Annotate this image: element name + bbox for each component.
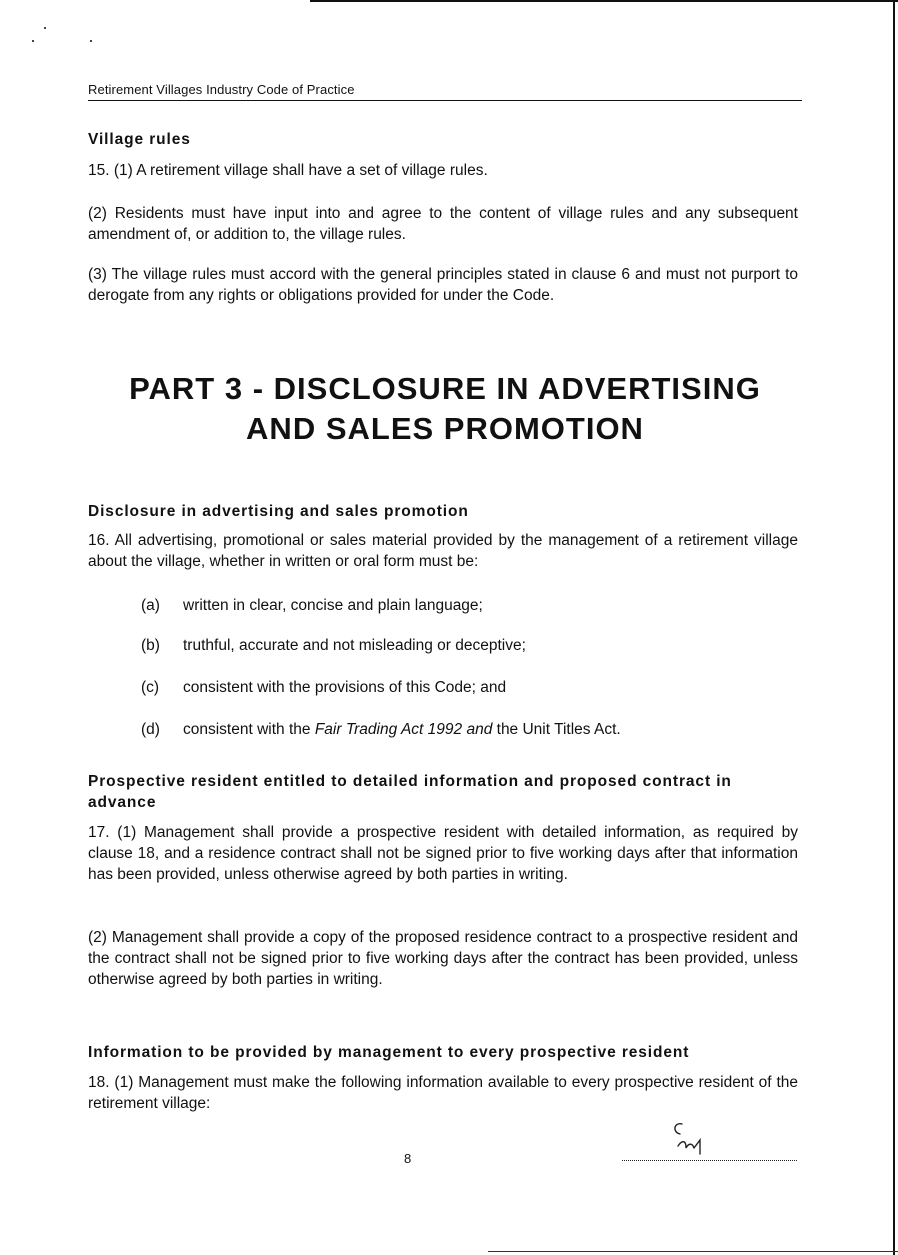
clause-16-intro: 16. All advertising, promotional or sales material provided by the management of a retirement village about the village, whether in written or oral form must be: bbox=[88, 532, 798, 570]
scan-edge-top bbox=[310, 0, 898, 2]
part-title bbox=[88, 369, 802, 449]
part-title-line-1: PART 3 - DISCLOSURE IN ADVERTISING bbox=[129, 371, 761, 406]
act-name-italic: Fair Trading Act 1992 and bbox=[314, 721, 493, 738]
list-item bbox=[141, 719, 801, 740]
list-item bbox=[141, 595, 801, 616]
list-item bbox=[141, 677, 801, 698]
list-item-label: (a) bbox=[141, 597, 160, 614]
clause-17-2: (2) Management shall provide a copy of the proposed residence contract to a prospective resident and the contract shall not be signed prior to five working days after the contract has been provided, unless otherwise agreed by both parties in writing. bbox=[88, 929, 798, 988]
list-item-label: (c) bbox=[141, 679, 160, 696]
list-item-label: (d) bbox=[141, 721, 160, 738]
list-item-text: written in clear, concise and plain language; bbox=[183, 597, 483, 614]
page-number: 8 bbox=[404, 1151, 412, 1166]
list-item-text bbox=[183, 721, 621, 738]
village-rules-heading: Village rules bbox=[88, 131, 191, 148]
clause-18-1: 18. (1) Management must make the following information available to every prospective resident of the retirement village: bbox=[88, 1074, 798, 1112]
list-item-text-start: consistent with the bbox=[183, 721, 315, 738]
signature-line bbox=[622, 1160, 797, 1161]
scan-speck bbox=[32, 40, 34, 42]
scan-speck bbox=[90, 40, 92, 42]
information-heading: Information to be provided by management to every prospective resident bbox=[88, 1044, 690, 1061]
scan-edge-right bbox=[893, 0, 895, 1255]
list-item-label: (b) bbox=[141, 637, 160, 654]
clause-15-1: 15. (1) A retirement village shall have a set of village rules. bbox=[88, 162, 488, 179]
disclosure-heading: Disclosure in advertising and sales promotion bbox=[88, 503, 469, 520]
clause-15-2: (2) Residents must have input into and agree to the content of village rules and any subsequent amendment of, or addition to, the village rules. bbox=[88, 205, 798, 243]
list-item-text: truthful, accurate and not misleading or deceptive; bbox=[183, 637, 526, 654]
prospective-resident-heading: Prospective resident entitled to detailed information and proposed contract in advance bbox=[88, 773, 732, 811]
scan-speck bbox=[44, 27, 46, 29]
header-rule bbox=[88, 100, 802, 101]
list-item bbox=[141, 635, 801, 656]
list-item-text: consistent with the provisions of this Code; and bbox=[183, 679, 507, 696]
scan-edge-bottom bbox=[488, 1251, 898, 1252]
clause-15-3: (3) The village rules must accord with the general principles stated in clause 6 and must not purport to derogate from any rights or obligations provided for under the Code. bbox=[88, 266, 798, 304]
part-title-line-2: AND SALES PROMOTION bbox=[246, 411, 644, 446]
running-header: Retirement Villages Industry Code of Practice bbox=[88, 82, 355, 97]
clause-17-1: 17. (1) Management shall provide a prospective resident with detailed information, as required by clause 18, and a residence contract shall not be signed prior to five working days after that information has been provided, unless otherwise agreed by both parties in writing. bbox=[88, 824, 798, 883]
initials-signature bbox=[668, 1118, 712, 1158]
list-item-text-end: the Unit Titles Act. bbox=[492, 721, 621, 738]
